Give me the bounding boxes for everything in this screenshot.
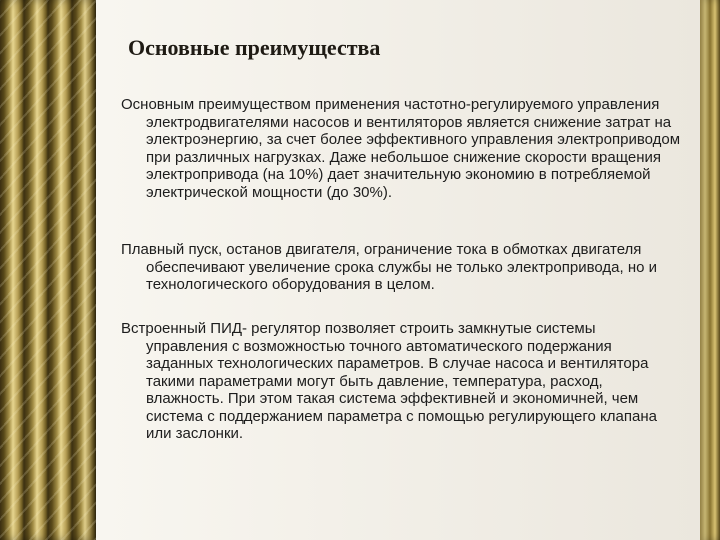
benefit-paragraph-pid-controller: Встроенный ПИД- регулятор позволяет строить замкнутые системы управления с возможностью точного автоматического подержания заданных технологических параметров. В случае насоса и вентилятора такими параметрами могут быть давление, температура, расход, влажность. При этом такая система эффективней и экономичней, чем система с поддержанием параметра с помощью регулирующего клапана или заслонки.: [121, 320, 657, 442]
left-decorative-pillar: [0, 0, 96, 540]
benefit-paragraph-energy-savings: Основным преимуществом применения частотно-регулируемого управления электродвигателями насосов и вентиляторов является снижение затрат на электроэнергию, за счет более эффективного управления электроприводом при различных нагрузках. Даже небольшое снижение скорости вращения электропривода (на 10%) дает значительную экономию в потребляемой электрической мощности (до 30%).: [121, 96, 681, 201]
right-decorative-border: [700, 0, 720, 540]
benefit-paragraph-soft-start: Плавный пуск, останов двигателя, ограничение тока в обмотках двигателя обеспечивают увеличение срока службы не только электропривода, но и технологического оборудования в целом.: [121, 241, 658, 293]
slide-title: Основные преимущества: [128, 35, 381, 60]
